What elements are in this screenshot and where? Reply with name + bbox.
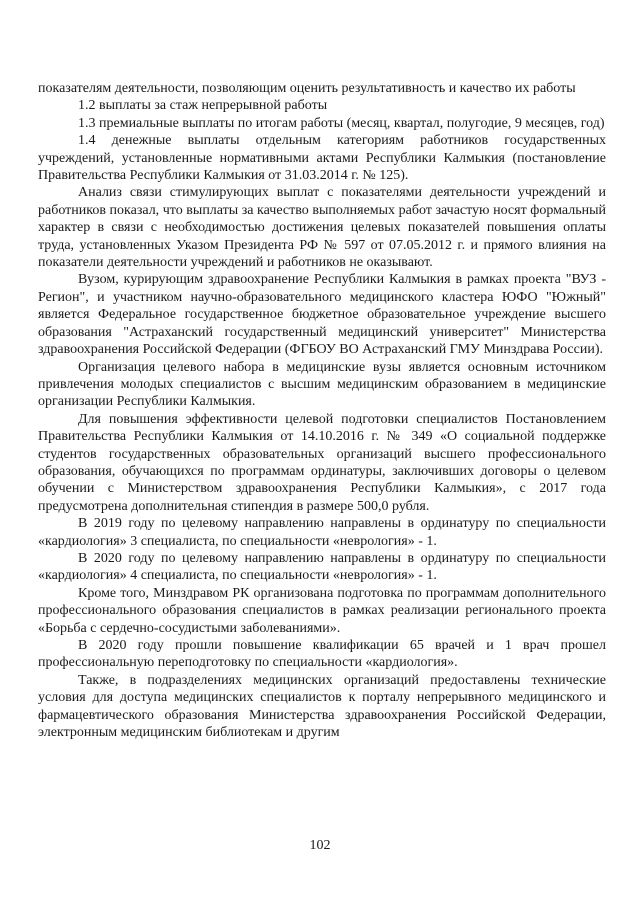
paragraph-9: В 2019 году по целевому направлению направлены в ординатуру по специальности «кардиология» 3 специалиста, по специальности «неврология» - 1. — [38, 516, 606, 549]
page-number: 102 — [309, 838, 331, 853]
paragraph-11: Кроме того, Минздравом РК организована подготовка по программам дополнительного профессионального образования специалистов в рамках реализации регионального проекта «Борьба с сердечно-сосудистыми заболеваниями». — [38, 585, 606, 636]
paragraph-13: Также, в подразделениях медицинских организаций предоставлены технические условия для доступа медицинских специалистов к порталу непрерывного медицинского и фармацевтического образования Министерства здравоохранения Российской Федерации, электронным медицинским библиотекам и другим — [38, 672, 606, 741]
paragraph-6: Вузом, курирующим здравоохранение Республики Калмыкия в рамках проекта "ВУЗ - Регион", и участником научно-образовательного медицинского кластера ЮФО "Южный" является Федеральное государственное бюджетное образовательное учреждение высшего образования "Астраханский государственный медицинский университет" Министерства здравоохранения Российской Федерации (ФГБОУ ВО Астраханский ГМУ Минздрава России). — [38, 272, 606, 358]
paragraph-1: показателям деятельности, позволяющим оценить результативность и качество их работы — [38, 81, 576, 96]
paragraph-10: В 2020 году по целевому направлению направлены в ординатуру по специальности «кардиология» 4 специалиста, по специальности «неврология» - 1. — [38, 550, 606, 584]
paragraph-8: Для повышения эффективности целевой подготовки специалистов Постановлением Правительства Республики Калмыкия от 14.10.2016 г. № 349 «О социальной поддержке студентов государственных образовательных организаций высшего профессионального образования, обучающихся по программам ординатуры, заключивших договоры о целевом обучении с Министерством здравоохранения Республики Калмыкия», с 2017 года предусмотрена дополнительная стипендия в размере 500,0 рубля. — [38, 411, 606, 514]
paragraph-2: 1.2 выплаты за стаж непрерывной работы — [78, 98, 328, 114]
document-body — [38, 80, 606, 741]
paragraph-3: 1.3 премиальные выплаты по итогам работы (месяц, квартал, полугодие, 9 месяцев, год) — [78, 115, 605, 131]
paragraph-5: Анализ связи стимулирующих выплат с показателями деятельности учреждений и работников показал, что выплаты за качество выполняемых работ зачастую носят формальный характер в связи с необходимостью достижения целевых показателей повышения оплаты труда, установленных Указом Президента РФ № 597 от 07.05.2012 г. и прямого влияния на показатели деятельности учреждений и работников не оказывают. — [38, 185, 606, 271]
paragraph-7: Организация целевого набора в медицинские вузы является основным источником привлечения молодых специалистов с высшим медицинским образованием в медицинские организации Республики Калмыкия. — [38, 359, 606, 410]
paragraph-12: В 2020 году прошли повышение квалификации 65 врачей и 1 врач прошел профессиональную переподготовку по специальности «кардиология». — [38, 638, 606, 671]
paragraph-4: 1.4 денежные выплаты отдельным категориям работников государственных учреждений, установленные нормативными актами Республики Калмыкия (постановление Правительства Республики Калмыкия от 31.03.2014 г. № 125). — [38, 133, 606, 184]
